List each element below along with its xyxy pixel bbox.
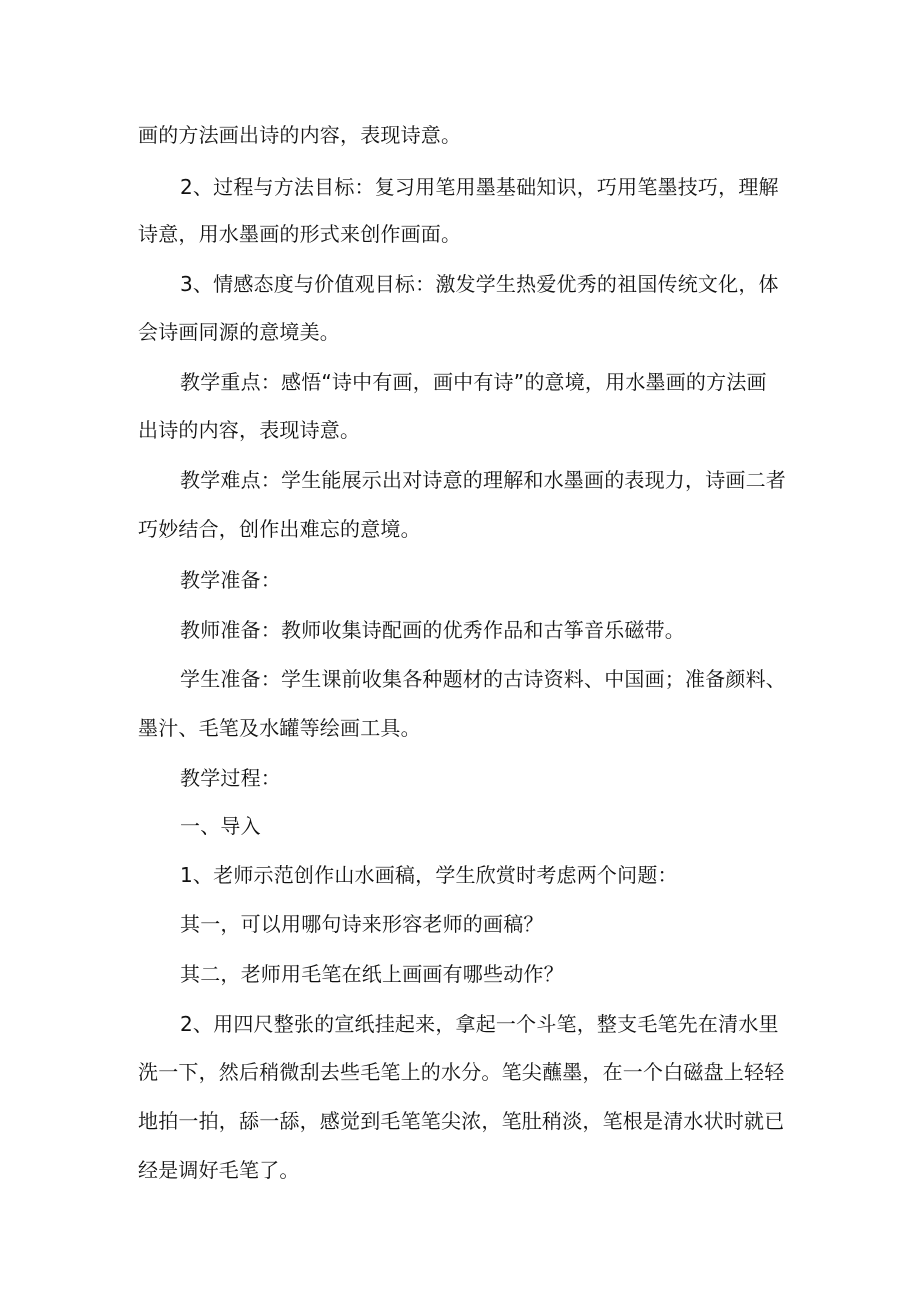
text-line: 教学准备： — [180, 568, 281, 592]
text-line: 诗意，用水墨画的形式来创作画面。 — [138, 222, 462, 246]
text-line: 2、过程与方法目标：复习用笔用墨基础知识，巧用笔墨技巧，理解 — [180, 175, 779, 199]
text-line: 2、用四尺整张的宣纸挂起来，拿起一个斗笔，整支毛笔先在清水里 — [180, 1012, 779, 1036]
text-line: 教师准备：教师收集诗配画的优秀作品和古筝音乐磁带。 — [180, 618, 685, 642]
text-line: 一、导入 — [180, 814, 261, 838]
text-line: 巧妙结合，创作出难忘的意境。 — [138, 517, 421, 541]
text-line: 学生准备：学生课前收集各种题材的古诗资料、中国画；准备颜料、 — [180, 667, 786, 691]
text-line: 教学难点：学生能展示出对诗意的理解和水墨画的表现力，诗画二者 — [180, 468, 786, 492]
text-line: 教学重点：感悟“诗中有画，画中有诗”的意境，用水墨画的方法画 — [180, 370, 767, 394]
text-line: 1、老师示范创作山水画稿，学生欣赏时考虑两个问题： — [180, 863, 678, 887]
text-line: 其一，可以用哪句诗来形容老师的画稿？ — [180, 912, 544, 936]
text-line: 画的方法画出诗的内容，表现诗意。 — [138, 123, 462, 147]
text-line: 会诗画同源的意境美。 — [138, 320, 340, 344]
text-line: 墨汁、毛笔及水罐等绘画工具。 — [138, 716, 421, 740]
text-line: 其二，老师用毛笔在纸上画画有哪些动作？ — [180, 962, 564, 986]
text-line: 出诗的内容，表现诗意。 — [138, 418, 361, 442]
text-line: 洗一下，然后稍微刮去些毛笔上的水分。笔尖蘸墨，在一个白磁盘上轻轻 — [138, 1060, 785, 1084]
text-line: 3、情感态度与价值观目标：激发学生热爱优秀的祖国传统文化，体 — [180, 272, 779, 296]
text-line: 经是调好毛笔了。 — [138, 1158, 300, 1182]
text-line: 地拍一拍，舔一舔，感觉到毛笔笔尖浓，笔肚稍淡，笔根是清水状时就已 — [138, 1109, 785, 1133]
text-line: 教学过程： — [180, 766, 281, 790]
